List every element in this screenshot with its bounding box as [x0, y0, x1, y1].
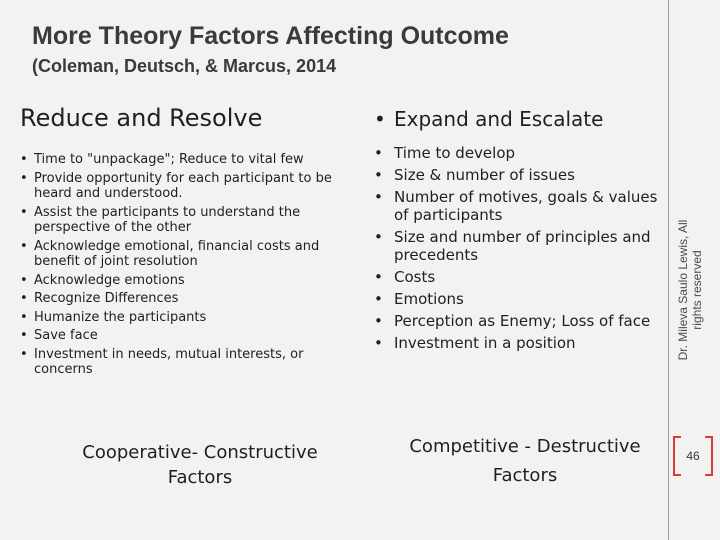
caption-line: Competitive - Destructive	[409, 436, 641, 457]
list-item: • Humanize the participants	[20, 310, 350, 326]
list-item: • Investment in a position	[372, 334, 662, 352]
list-item: • Perception as Enemy; Loss of face	[372, 312, 662, 330]
list-item: • Acknowledge emotional, financial costs and benefit of joint resolution	[20, 239, 350, 270]
right-bullet-list	[372, 106, 662, 356]
side-divider	[668, 0, 669, 540]
list-item: • Emotions	[372, 290, 662, 308]
page-number-badge	[673, 436, 713, 476]
left-column-heading: Reduce and Resolve	[20, 104, 263, 132]
list-item: • Save face	[20, 328, 350, 344]
list-item: • Time to "unpackage"; Reduce to vital few	[20, 152, 350, 168]
caption-line: Factors	[167, 467, 233, 488]
list-item: • Assist the participants to understand the perspective of the other	[20, 205, 350, 236]
list-item: • Investment in needs, mutual interests, or concerns	[20, 347, 350, 378]
copyright-line: rights reserved	[690, 250, 704, 330]
right-column-heading: • Expand and Escalate	[372, 106, 662, 132]
list-item: • Costs	[372, 268, 662, 286]
list-item: • Size & number of issues	[372, 166, 662, 184]
copyright-notice	[676, 110, 704, 470]
page-number: 46	[686, 449, 700, 463]
left-bullet-list	[20, 152, 350, 381]
cooperative-factors-caption	[60, 440, 340, 490]
list-item: • Provide opportunity for each participant to be heard and understood.	[20, 171, 350, 202]
list-item: • Recognize Differences	[20, 291, 350, 307]
list-item: • Size and number of principles and precedents	[372, 228, 662, 264]
slide-title: More Theory Factors Affecting Outcome	[32, 22, 509, 50]
caption-line: Cooperative- Constructive	[82, 442, 318, 463]
caption-line: Factors	[492, 465, 558, 486]
list-item: • Number of motives, goals & values of participants	[372, 188, 662, 224]
slide-subtitle: (Coleman, Deutsch, & Marcus, 2014	[32, 56, 337, 76]
list-item: • Time to develop	[372, 144, 662, 162]
copyright-line: Dr. Mileva Saulo Lewis, All	[676, 219, 690, 361]
competitive-factors-caption	[380, 432, 670, 490]
list-item: • Acknowledge emotions	[20, 273, 350, 289]
